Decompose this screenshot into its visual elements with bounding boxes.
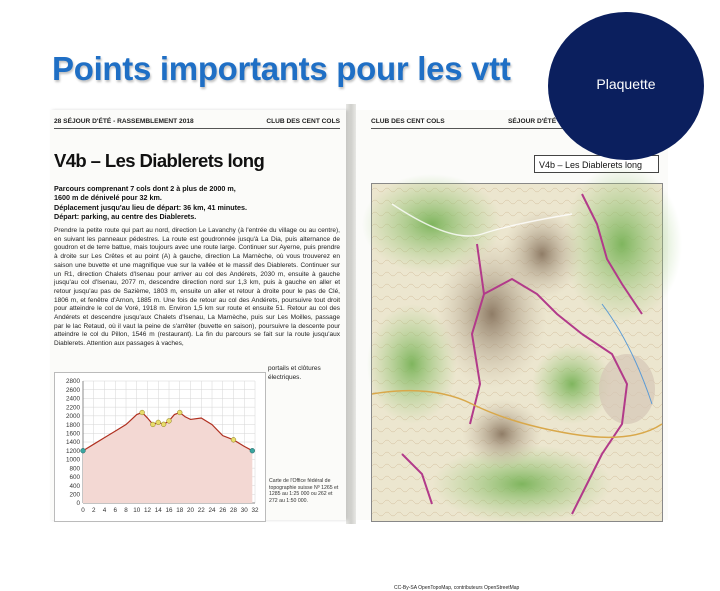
y-tick-label: 2200 [65, 404, 80, 412]
y-tick-label: 2400 [65, 395, 80, 403]
topographic-map [371, 183, 663, 591]
route-description-tail: portails et clôtures électriques. [268, 365, 321, 381]
x-tick-label: 26 [219, 507, 227, 514]
x-tick-label: 2 [91, 507, 96, 514]
header-rule [54, 128, 340, 129]
pass-marker [231, 437, 236, 442]
map-graphic [372, 184, 662, 521]
y-tick-label: 400 [69, 482, 80, 490]
x-tick-label: 12 [143, 507, 152, 514]
y-tick-label: 2600 [65, 386, 80, 394]
x-tick-label: 16 [165, 507, 173, 514]
route-summary [54, 184, 334, 222]
summary-line: Parcours comprenant 7 cols dont 2 à plus de 2000 m, [54, 184, 236, 193]
x-tick-label: 4 [102, 507, 107, 514]
elevation-area [83, 413, 252, 503]
x-tick-label: 6 [113, 507, 118, 514]
elevation-profile [54, 372, 266, 522]
y-tick-label: 0 [76, 500, 80, 508]
map-title-box: V4b – Les Diablerets long [534, 155, 659, 173]
x-tick-label: 30 [240, 507, 248, 514]
page-header-left: 28 SÉJOUR D'ÉTÉ - RASSEMBLEMENT 2018 [54, 118, 194, 125]
x-tick-label: 18 [176, 507, 184, 514]
map-reference-credit: Carte de l'Office fédéral de topographie suisse Nº 1265 et 1285 au 1:25 000 ou 262 et 272 au 1:50 000. [269, 478, 339, 504]
brochure-page-right [356, 110, 668, 591]
elevation-chart [55, 373, 265, 521]
x-tick-label: 10 [133, 507, 141, 514]
rock-area [502, 209, 582, 299]
route-title: V4b – Les Diablerets long [54, 150, 265, 171]
y-tick-label: 800 [69, 465, 80, 473]
end-marker [250, 448, 255, 453]
summary-line: 1600 m de dénivelé pour 32 km. [54, 193, 162, 203]
y-tick-label: 600 [69, 474, 80, 482]
page-header-right: CLUB DES CENT COLS [266, 118, 340, 125]
summary-line: Déplacement jusqu'au lieu de départ: 36 km, 41 minutes. [54, 202, 248, 212]
y-tick-label: 1600 [65, 430, 80, 438]
slide-title: Points importants pour les vtt [52, 50, 511, 87]
page-header-right: SÉJOUR D'ÉTÉ [508, 118, 557, 125]
plaquette-badge [548, 12, 704, 160]
x-tick-label: 22 [197, 507, 205, 514]
x-tick-label: 24 [208, 507, 216, 514]
pass-marker [177, 410, 182, 415]
summary-line: Départ: parking, au centre des Diablerets. [54, 212, 197, 222]
x-tick-label: 8 [124, 507, 128, 514]
x-tick-label: 14 [154, 507, 162, 514]
x-tick-label: 32 [251, 507, 259, 514]
pass-marker [140, 410, 145, 415]
y-tick-label: 1000 [65, 456, 80, 464]
pass-marker [161, 422, 166, 427]
brochure-page-left [50, 110, 346, 520]
pass-marker [156, 420, 161, 425]
pass-marker [167, 418, 172, 423]
y-tick-label: 1400 [65, 439, 80, 447]
x-tick-label: 20 [186, 507, 195, 514]
book-gutter [346, 104, 356, 524]
map-attribution: CC-By-SA OpenTopoMap, contributeurs OpenStreetMap [394, 585, 520, 591]
pass-marker [150, 422, 155, 427]
page-header-left: CLUB DES CENT COLS [371, 118, 445, 125]
start-marker [81, 448, 86, 453]
y-tick-label: 1800 [65, 421, 80, 429]
y-tick-label: 2800 [65, 378, 80, 386]
y-tick-label: 2000 [65, 413, 80, 421]
plaquette-label: Plaquette [596, 76, 656, 92]
y-tick-label: 1200 [65, 447, 80, 455]
route-description: Prendre la petite route qui part au nord, direction Le Lavanchy (à l'entrée du village ou au centre), en suivant les panneaux pédestres. La route est goudronnée jusqu'à La Dia, puis alternance de goudron et de terre battue, mais toujours avec une route large. Continuer sur Ayerne, puis prendre à droite sur Les Crêtes et au point (A) à gauche, direction La Marnèche, où vous trouverez en saison une buvette et une magnifique vue sur la vallée et le massif des Diablerets. Continuer sur un R1, direction Chalets d'Isenau pour arriver au col des Andérets, 2030 m, ensuite à gauche jusqu'au col d'Isenau, 2077 m, descendre direction nord sur 1,3 km, puis à gauche en aller et retour jusqu'au pas de Sazième, 1803 m, ensuite un aller et retour à droite pour le pas de Clé, 1806 m, et fenêtre d'Arnon, 1885 m. Une fois de retour au col des Andérets, poursuivre tout droit pour atteindre le col de Voré, 1918 m. Environ 1,5 km sur route et ensuite 51. Retour au col des Andérets et descendre jusqu'aux Chalets d'Isenau, La Marnèche, puis sur Les Moilles, passage par le lac Retaud, où il vaut la peine de s'arrêter (buvette en saison), poursuivre la descente pour atteindre le col du Pillon, 1546 m (restaurant). La fin du parcours se fait sur la route jusqu'aux Diablerets. Attention aux passages à vaches, [54, 227, 340, 348]
y-tick-label: 200 [69, 491, 80, 499]
x-tick-label: 0 [81, 507, 85, 514]
x-tick-label: 28 [229, 507, 238, 514]
